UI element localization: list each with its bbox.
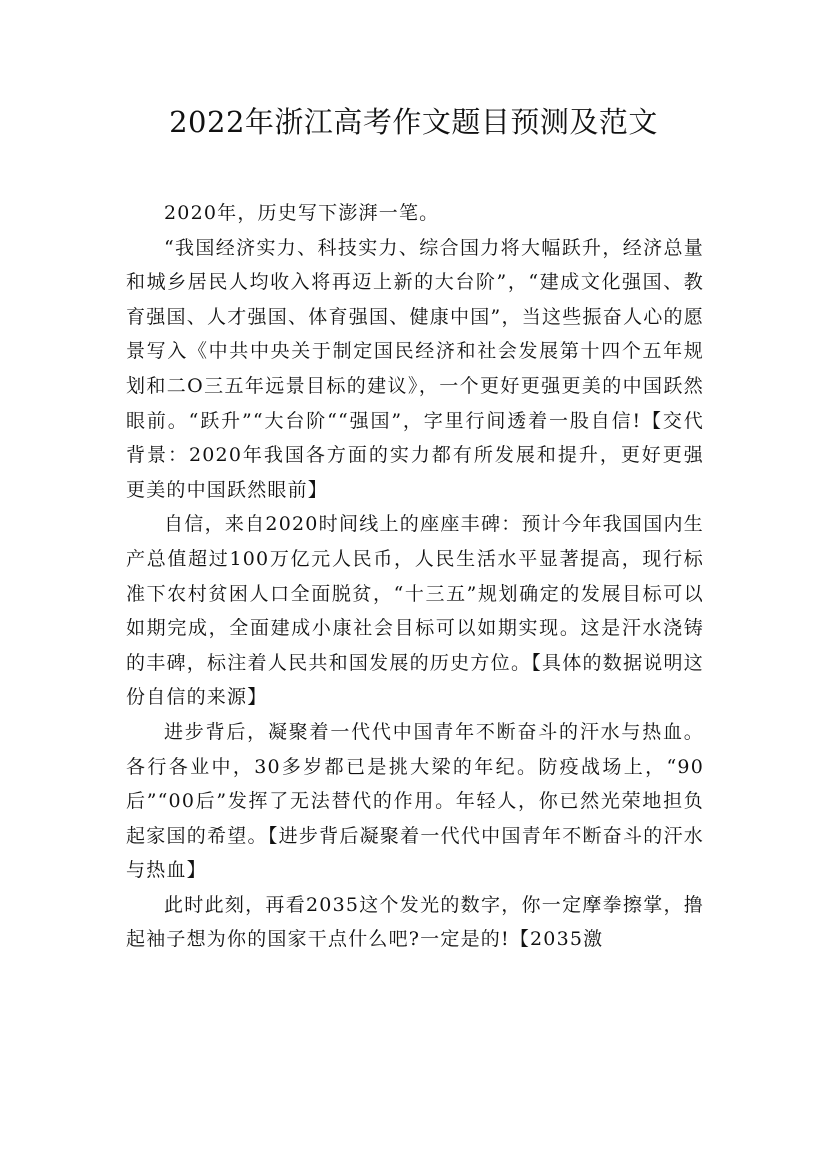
paragraph-3: 自信，来自2020时间线上的座座丰碑：预计今年我国国内生产总值超过100万亿元人民币，人民生活水平显著提高，现行标准下农村贫困人口全面脱贫，“十三五”规划确定的发展目标可以如期完成，全面建成小康社会目标可以如期实现。这是汗水浇铸的丰碑，标注着人民共和国发展的历史方位。【具体的数据说明这份自信的来源】 (126, 513, 704, 709)
document-title: 2022年浙江高考作文题目预测及范文 (169, 105, 658, 139)
paragraph-5: 此时此刻，再看2035这个发光的数字，你一定摩拳擦掌，撸起袖子想为你的国家干点什么吧?一定是的!【2035激 (126, 893, 704, 951)
document-body (126, 196, 704, 957)
paragraph-1: 2020年，历史写下澎湃一笔。 (164, 202, 440, 224)
paragraph-2: “我国经济实力、科技实力、综合国力将大幅跃升，经济总量和城乡居民人均收入将再迈上新的大台阶”，“建成文化强国、教育强国、人才强国、体育强国、健康中国”，当这些振奋人心的愿景写入《中共中央关于制定国民经济和社会发展第十四个五年规划和二O三五年远景目标的建议》，一个更好更强更美的中国跃然眼前。“跃升”“大台阶““强国”，字里行间透着一股自信!【交代背景：2020年我国各方面的实力都有所发展和提升，更好更强更美的中国跃然眼前】 (126, 236, 704, 501)
paragraph-4: 进步背后，凝聚着一代代中国青年不断奋斗的汗水与热血。各行各业中，30多岁都已是挑大梁的年纪。防疫战场上，“90后”“00后”发挥了无法替代的作用。年轻人，你已然光荣地担负起家国的希望。【进步背后凝聚着一代代中国青年不断奋斗的汗水与热血】 (126, 720, 704, 882)
